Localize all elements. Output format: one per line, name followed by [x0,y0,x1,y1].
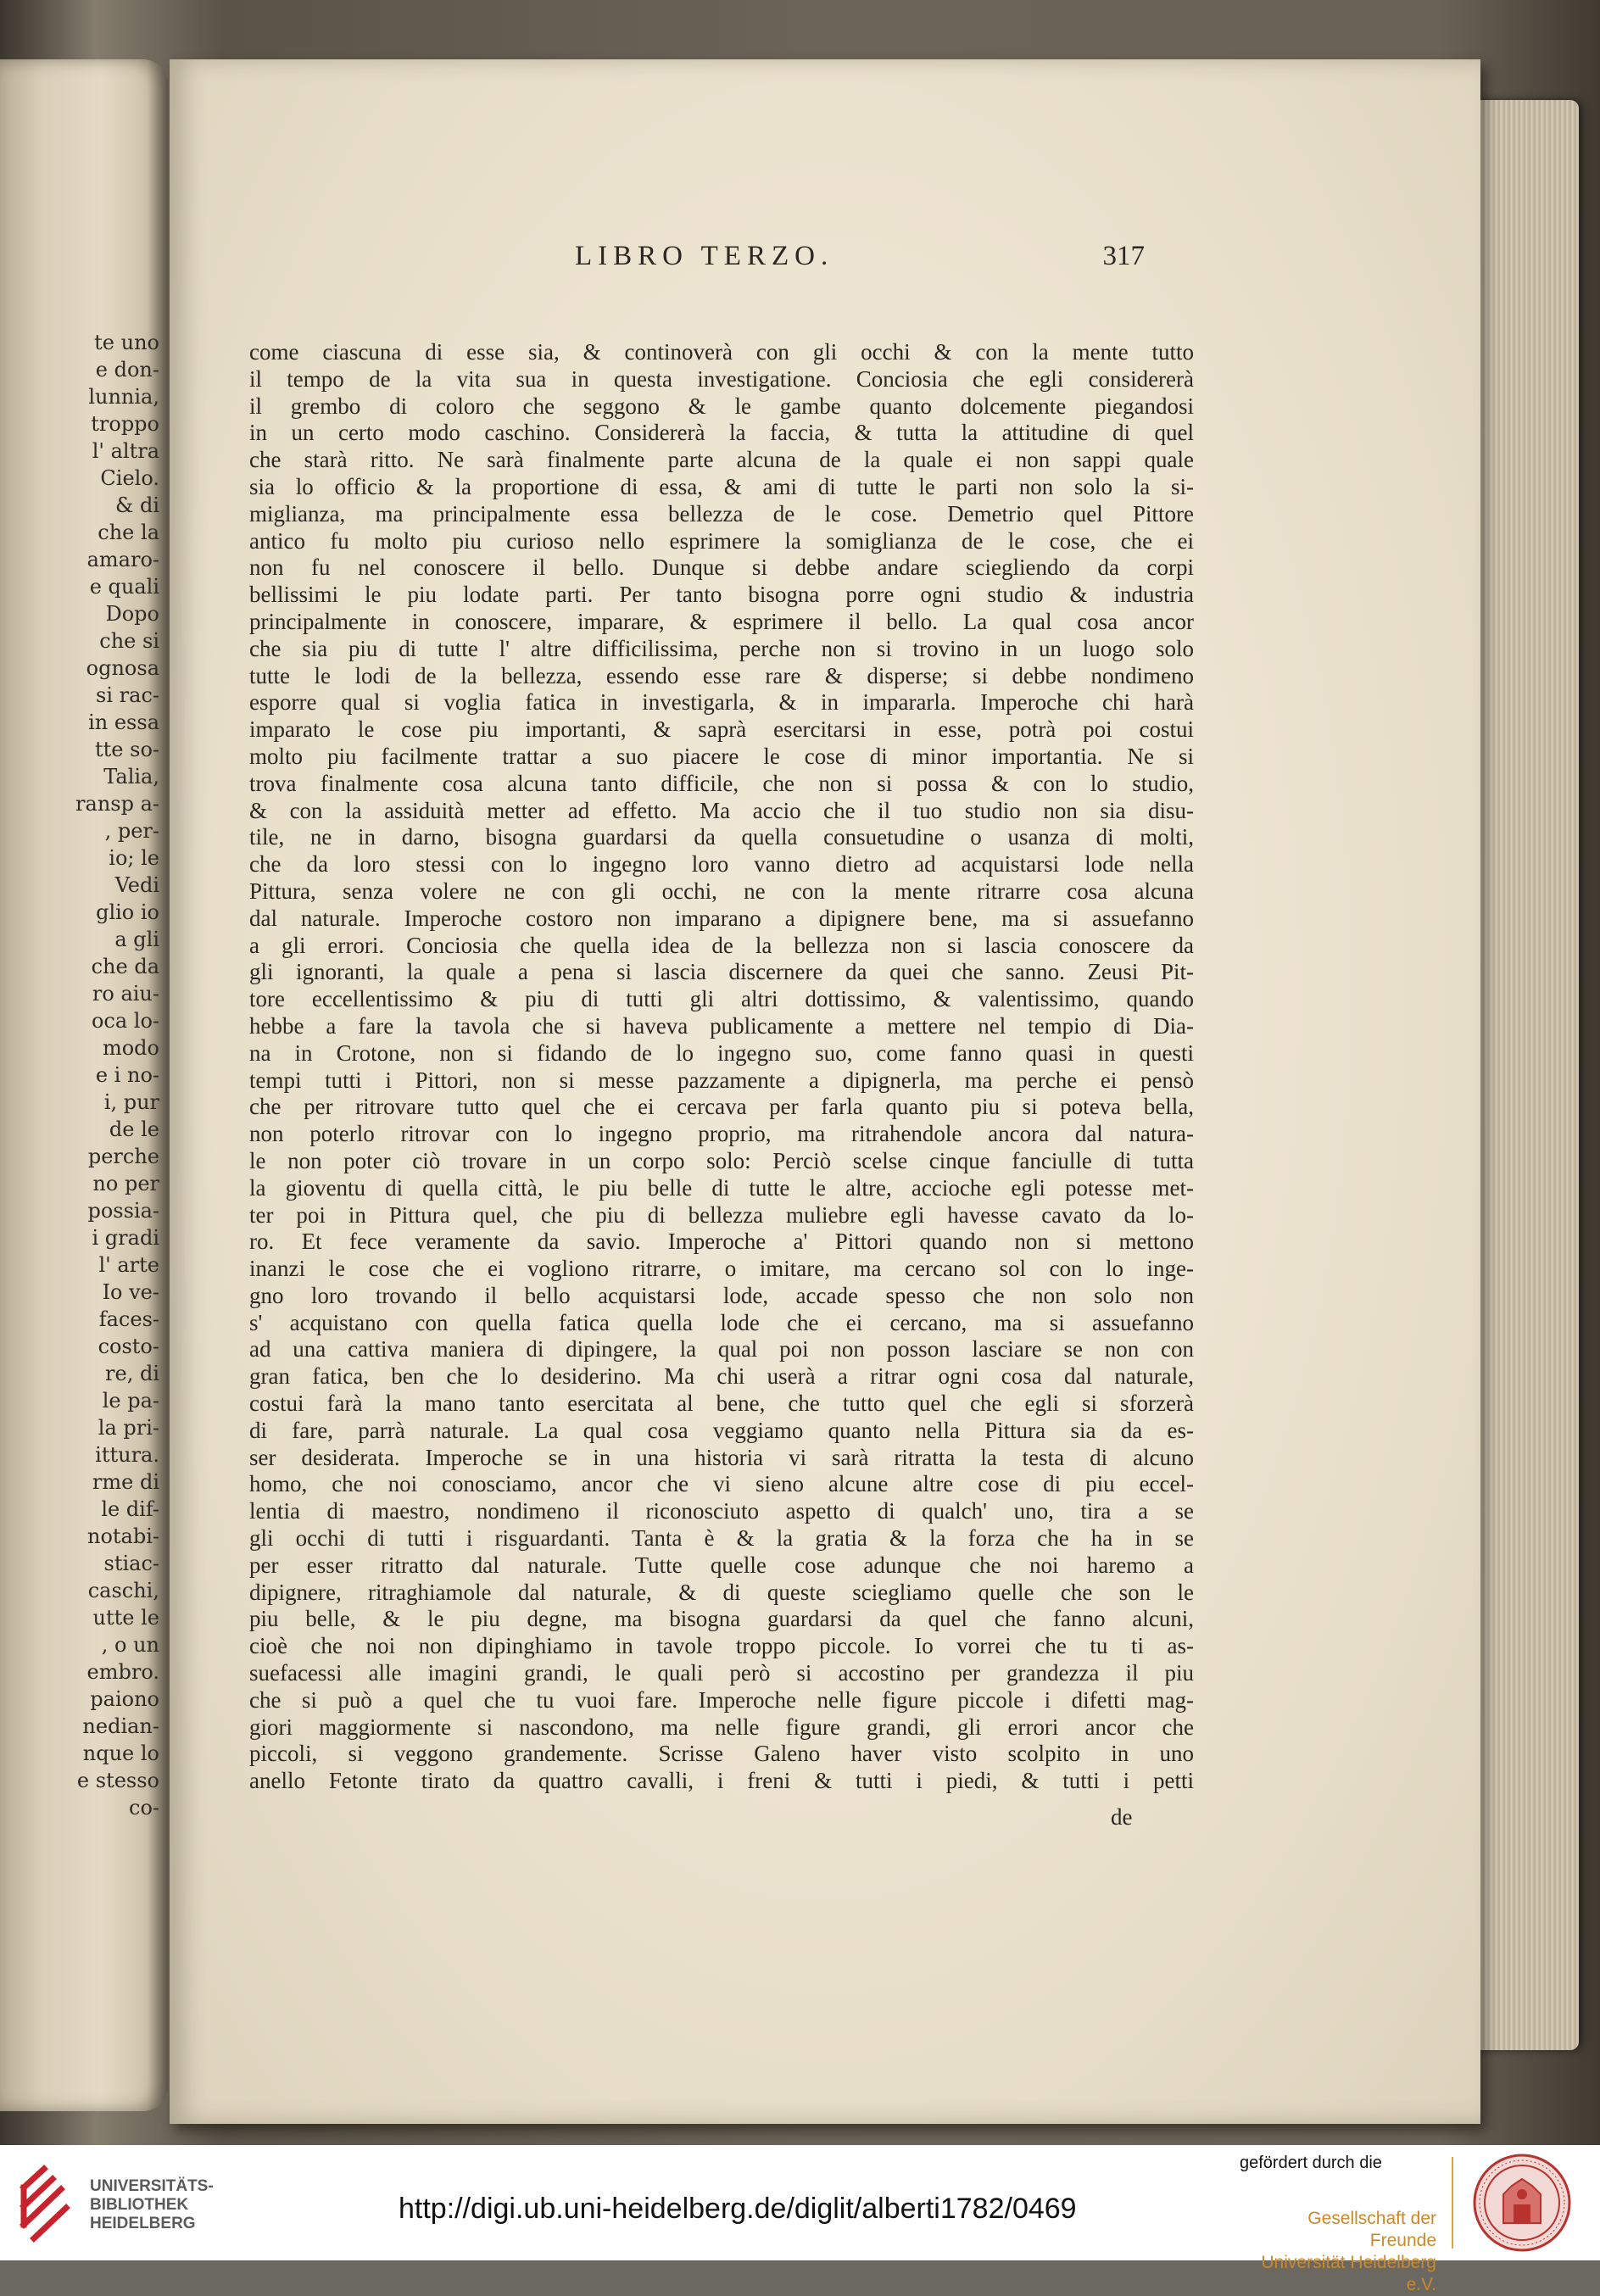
text-line: il tempo de la vita sua in questa investigatione. Conciosia che egli considererà [249,365,1194,392]
left-page-line: che da [91,955,159,978]
left-page-line: te uno [94,331,159,354]
left-page-line: no per [92,1172,159,1195]
left-page-line: embro. [86,1660,159,1684]
text-line: tile, ne in darno, bisogna guardarsi da quella consuetudine o usanza di molti, [249,824,1194,850]
body-text [249,339,1194,1795]
funded-by-label: gefördert durch die [1240,2154,1382,2172]
left-page-line: Dopo [105,602,159,626]
library-name-line: HEIDELBERG [90,2215,196,2232]
left-page-line: & di [114,493,159,517]
text-line: come ciascuna di esse sia, & continoverà con gli occhi & con la mente tutto [249,339,1194,365]
text-line: sia lo officio & la proportione di essa, & ami di tutte le parti non solo la si- [249,473,1194,499]
text-line: & con la assiduità metter ad effetto. Ma accio che il tuo studio non sia disu- [249,797,1194,823]
left-page-line: rme di [92,1470,159,1494]
left-page-line: io; le [109,846,159,870]
text-line: non poterlo ritrovar con lo ingegno proprio, ma ritrahendole ancora dal natura- [249,1121,1194,1147]
text-line: che sia piu di tutte l' altre difficilissima, perche non si trovino in un luogo solo [249,635,1194,661]
text-line: piccoli, si veggono grandemente. Scrisse Galeno haver visto scolpito in uno [249,1741,1194,1767]
left-page-line: l' altra [92,439,159,463]
left-page-text [7,329,159,1821]
text-line: bellissimi le piu lodate parti. Per tanto bisogna porre ogni studio & industria [249,582,1194,608]
left-page-line: tte so- [95,738,159,761]
text-line: lentia di maestro, nondimeno il riconosciuto aspetto di qualch' uno, tira a se [249,1498,1194,1524]
left-page-line: i gradi [92,1226,159,1250]
left-page-line: le pa- [102,1389,159,1413]
left-page-line: Cielo. [100,466,159,490]
text-line: trova finalmente cosa alcuna tanto difficile, che non si possa & con lo studio, [249,770,1194,796]
text-line: gli ignoranti, la quale a pena si lascia discernere da quei che sanno. Zeusi Pit- [249,959,1194,985]
left-page-line: in essa [88,711,159,734]
text-line: a gli errori. Conciosia che quella idea de la bellezza non si lascia conoscere da [249,932,1194,958]
text-line: inanzi le cose che ei vogliono ritrarre, o imitare, ma cercano sol con lo inge- [249,1256,1194,1282]
text-line: per esser ritratto dal naturale. Tutte quelle cose adunque che noi haremo a [249,1552,1194,1578]
left-page-line: oca lo- [91,1009,159,1033]
text-line: Pittura, senza volere ne con gli occhi, ne con la mente ritrarre cosa alcuna [249,878,1194,904]
left-page-line: che la [98,521,159,544]
left-page-line: modo [102,1036,159,1060]
footer-divider [1452,2157,1453,2249]
left-page-line: notabi- [86,1524,159,1548]
left-page-line: ransp a- [75,792,159,816]
left-page-line: utte le [92,1606,159,1630]
text-line: imparato le cose piu importanti, & saprà esercitarsi in esse, potrà poi costui [249,716,1194,743]
permalink-url[interactable]: http://digi.ub.uni-heidelberg.de/diglit/alberti1782/0469 [399,2193,1077,2225]
left-page-line: glio io [96,900,159,924]
text-line: dal naturale. Imperoche costoro non imparano a dipignere bene, ma si assuefanno [249,905,1194,931]
text-line: homo, che noi conosciamo, ancor che vi sieno alcune altre cose di piu eccel- [249,1471,1194,1497]
text-line: miglianza, ma principalmente essa bellezza de le cose. Demetrio quel Pittore [249,500,1194,527]
left-page-line: nque lo [82,1742,159,1765]
left-page-line: paiono [90,1687,159,1711]
left-page-line: nedian- [82,1714,159,1738]
left-page-line: ro aiu- [92,982,159,1006]
left-page-line: costo- [98,1335,159,1358]
text-line: di fare, parrà naturale. La qual cosa veggiamo quanto nella Pittura sia da es- [249,1417,1194,1443]
text-line: s' acquistano con quella fatica quella lode che ei cercano, ma si assuefanno [249,1309,1194,1335]
text-line: gno loro trovando il bello acquistarsi lode, accade spesso che non solo non [249,1282,1194,1308]
left-page-line: ittura. [95,1443,159,1467]
text-line: dipignere, ritraghiamole dal naturale, & di queste sciegliamo quelle che son le [249,1579,1194,1605]
left-page-line: stiac- [103,1552,159,1575]
left-page-line: faces- [98,1307,159,1331]
text-line: suefacessi alle imagini grandi, le quali però si accostino per grandezza il piu [249,1660,1194,1686]
left-page-line: ognosa [86,656,159,680]
footer-bar [0,2145,1600,2294]
text-line: na in Crotone, non si fidando de lo ingegno suo, come fanno quasi in questi [249,1039,1194,1066]
library-name [90,2177,214,2233]
text-line: non fu nel conoscere il bello. Dunque si debbe andare sciegliendo da corpi [249,554,1194,581]
text-line: hebbe a fare la tavola che si haveva publicamente a mettere nel tempio di Dia- [249,1012,1194,1039]
left-page-line: Talia, [103,765,159,789]
library-name-line: UNIVERSITÄTS- [90,2177,214,2195]
text-line: il grembo di coloro che seggono & le gambe quanto dolcemente piegandosi [249,393,1194,419]
text-line: anello Fetonte tirato da quattro cavalli, i freni & tutti i piedi, & tutti i petti [249,1768,1194,1794]
left-page-line: re, di [105,1362,159,1385]
text-line: principalmente in conoscere, imparare, & esprimere il bello. La qual cosa ancor [249,608,1194,634]
text-line: la gioventu di quella città, le piu belle di tutte le altre, accioche egli potesse met- [249,1174,1194,1201]
running-title: LIBRO TERZO. [575,241,834,271]
left-page-line: si rac- [96,683,159,707]
left-page-line: che si [99,629,159,653]
left-page-line: caschi, [87,1579,159,1602]
text-line: ser desiderata. Imperoche se in una historia vi sarà ritratta la testa di alcuno [249,1444,1194,1470]
text-line: tore eccellentissimo & piu di tutti gli altri dottissimo, & valentissimo, quando [249,986,1194,1012]
left-page-line: le dif- [101,1497,159,1521]
page-edges [1475,100,1579,2050]
page-number: 317 [1102,241,1145,271]
left-page-line: l' arte [98,1253,159,1277]
text-line: tutte le lodi de la bellezza, essendo esse rare & disperse; si debbe nondimeno [249,662,1194,688]
text-line: giori maggiormente si nascondono, ma nelle figure grandi, gli errori ancor che [249,1714,1194,1740]
left-page-line: la pri- [98,1416,159,1440]
university-library-logo-icon [15,2162,75,2243]
left-page [0,59,168,2111]
text-line: che da loro stessi con lo ingegno loro vanno dietro ad acquistarsi lode nella [249,851,1194,878]
left-page-line: possia- [87,1199,159,1223]
text-line: tempi tutti i Pittori, non si messe pazzamente a dipignerla, ma perche ei pensò [249,1067,1194,1093]
text-line: ad una cattiva maniera di dipingere, la qual poi non posson lasciare se non con [249,1336,1194,1363]
sponsor-name [1240,2208,1436,2296]
text-line: antico fu molto piu curioso nello esprimere la somiglianza de le cose, che ei [249,527,1194,554]
left-page-line: troppo [91,412,159,436]
page-header [397,237,1145,280]
sponsor-line: Universität Heidelberg e.V. [1261,2253,1436,2294]
text-line: le non poter ciò trovare in un corpo solo: Perciò scelse cinque fanciulle di tutta [249,1147,1194,1173]
text-line: costui farà la mano tanto esercitata al bene, che tutto quel che egli si sforzerà [249,1390,1194,1417]
left-page-line: amaro- [86,548,159,571]
text-line: che si può a quel che tu vuoi fare. Imperoche nelle figure piccole i difetti mag- [249,1686,1194,1713]
left-page-line: perche [87,1145,159,1168]
left-page-line: , per- [104,819,159,843]
text-line: ro. Et fece veramente da savio. Imperoche a' Pittori quando non si mettono [249,1229,1194,1255]
text-line: piu belle, & le piu degne, ma bisogna guardarsi da quel che fanno alcuni, [249,1606,1194,1632]
left-page-line: e stesso [76,1769,159,1792]
text-line: gran fatica, ben che lo desiderino. Ma chi userà a ritrar ogni cosa dal naturale, [249,1363,1194,1390]
left-page-line: de le [109,1117,159,1141]
text-line: ter poi in Pittura quel, che piu di bellezza muliebre egli havesse cavato da lo- [249,1201,1194,1228]
text-line: esporre qual si voglia fatica in investigarla, & in impararla. Imperoche chi harà [249,689,1194,716]
text-line: in un certo modo caschino. Considererà la faccia, & tutta la attitudine di quel [249,420,1194,446]
left-page-line: e don- [95,358,159,382]
catchword: de [1111,1804,1133,1830]
sponsor-line: Gesellschaft der Freunde [1307,2209,1436,2250]
left-page-line: Vedi [114,873,159,897]
library-name-line: BIBLIOTHEK [90,2196,189,2214]
university-seal-icon [1471,2152,1573,2254]
text-line: cioè che noi non dipinghiamo in tavole troppo piccole. Io vorrei che tu ti as- [249,1633,1194,1659]
left-page-line: , o un [101,1633,159,1657]
text-line: molto piu facilmente trattar a suo piacere le cose di minor importantia. Ne si [249,743,1194,769]
left-page-line: a gli [114,928,159,951]
text-line: che per ritrovare tutto quel che ei cercava per farla quanto piu si poteva bella, [249,1094,1194,1120]
left-page-line: lunnia, [88,385,159,409]
left-page-line: e quali [89,575,159,599]
left-page-line: i, pur [103,1090,159,1114]
left-page-line: e i no- [95,1063,159,1087]
text-line: gli occhi di tutti i risguardanti. Tanta è & la gratia & la forza che ha in se [249,1525,1194,1552]
left-page-line: Io ve- [102,1280,159,1304]
left-page-line: co- [129,1796,159,1820]
text-line: che starà ritto. Ne sarà finalmente parte alcuna de la quale ei non sappi quale [249,447,1194,473]
